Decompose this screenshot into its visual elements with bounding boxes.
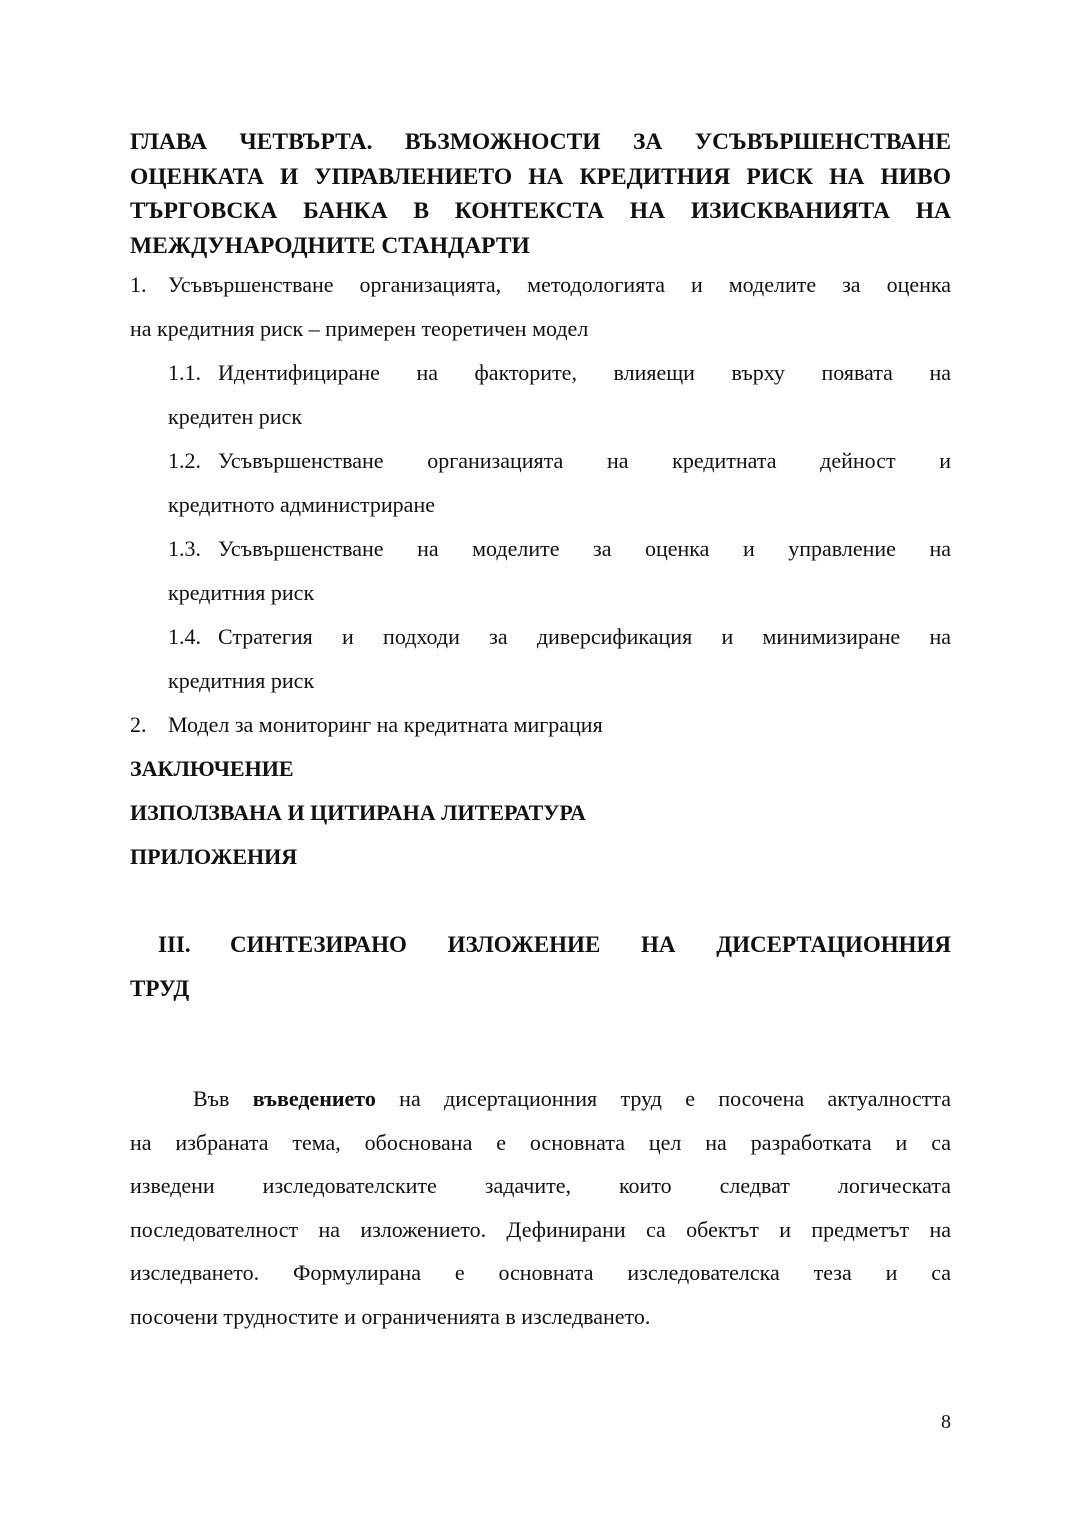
toc-item-2 — [130, 703, 951, 747]
toc-subitem-1-4 — [130, 615, 951, 703]
paragraph-line: последователност на изложението. Дефинирани са обектът и предметът на — [130, 1216, 951, 1242]
paragraph-line: посочени трудностите и ограниченията в изследването. — [130, 1303, 651, 1329]
toc-subitem-number: 1.2. — [168, 448, 201, 473]
toc-subitem-number: 1.1. — [168, 360, 201, 385]
chapter-heading-line: ОЦЕНКАТА И УПРАВЛЕНИЕТО НА КРЕДИТНИЯ РИСК НА НИВО — [130, 163, 951, 190]
toc-item-text: Усъвършенстване организацията, методологията и моделите за оценка — [168, 272, 951, 297]
toc-subitem-text: Стратегия и подходи за диверсификация и минимизиране на — [218, 624, 951, 649]
paragraph-text: Във — [193, 1086, 230, 1111]
section-number: III. — [158, 932, 191, 957]
toc-subitem-text: Идентифициране на факторите, влияещи върху появата на — [218, 360, 951, 385]
toc-subitem-1-2 — [130, 439, 951, 527]
chapter-heading-line: ТЪРГОВСКА БАНКА В КОНТЕКСТА НА ИЗИСКВАНИЯТА НА — [130, 198, 951, 224]
toc-item-text: на кредитния риск – примерен теоретичен модел — [130, 316, 589, 341]
toc-subitem-number: 1.3. — [168, 536, 201, 561]
emphasis-text: въведението — [252, 1086, 376, 1111]
section-title: СИНТЕЗИРАНО ИЗЛОЖЕНИЕ НА ДИСЕРТАЦИОННИЯ — [230, 932, 951, 957]
toc-appendices: ПРИЛОЖЕНИЯ — [130, 844, 298, 869]
toc-subitem-text: кредитен риск — [168, 404, 303, 429]
toc-item-number: 2. — [130, 712, 147, 737]
toc-subitem-text: Усъвършенстване на моделите за оценка и управление на — [218, 536, 951, 561]
intro-paragraph — [130, 1077, 951, 1339]
paragraph-line: изследването. Формулирана е основната изследователска теза и са — [130, 1260, 951, 1286]
section-heading — [130, 923, 951, 1011]
toc-subitem-1-1 — [130, 351, 951, 439]
toc-item-number: 1. — [130, 272, 147, 297]
chapter-heading — [130, 125, 951, 263]
toc-subitem-1-3 — [130, 527, 951, 615]
toc-subitem-text: кредитния риск — [168, 668, 315, 693]
toc-subitem-text: Усъвършенстване организацията на кредитната дейност и — [218, 448, 951, 473]
page-content — [130, 125, 951, 1339]
page-number: 8 — [941, 1411, 951, 1433]
section-title: ТРУД — [130, 976, 190, 1001]
paragraph-line: на избраната тема, обоснована е основната цел на разработката и са — [130, 1129, 951, 1155]
toc-item-text: Модел за мониторинг на кредитната миграция — [168, 712, 603, 737]
paragraph-line: изведени изследователските задачите, които следват логическата — [130, 1173, 951, 1199]
toc-subitem-text: кредитния риск — [168, 580, 315, 605]
chapter-heading-line: ГЛАВА ЧЕТВЪРТА. ВЪЗМОЖНОСТИ ЗА УСЪВЪРШЕНСТВАНЕ — [130, 129, 951, 155]
toc-conclusion: ЗАКЛЮЧЕНИЕ — [130, 756, 294, 781]
toc-references: ИЗПОЛЗВАНА И ЦИТИРАНА ЛИТЕРАТУРА — [130, 800, 586, 825]
toc-subitem-number: 1.4. — [168, 624, 201, 649]
chapter-heading-line: МЕЖДУНАРОДНИТЕ СТАНДАРТИ — [130, 232, 530, 259]
toc-subitem-text: кредитното администриране — [168, 492, 435, 517]
paragraph-text: на дисертационния труд е посочена актуалността — [399, 1086, 952, 1111]
toc-item-1 — [130, 263, 951, 351]
